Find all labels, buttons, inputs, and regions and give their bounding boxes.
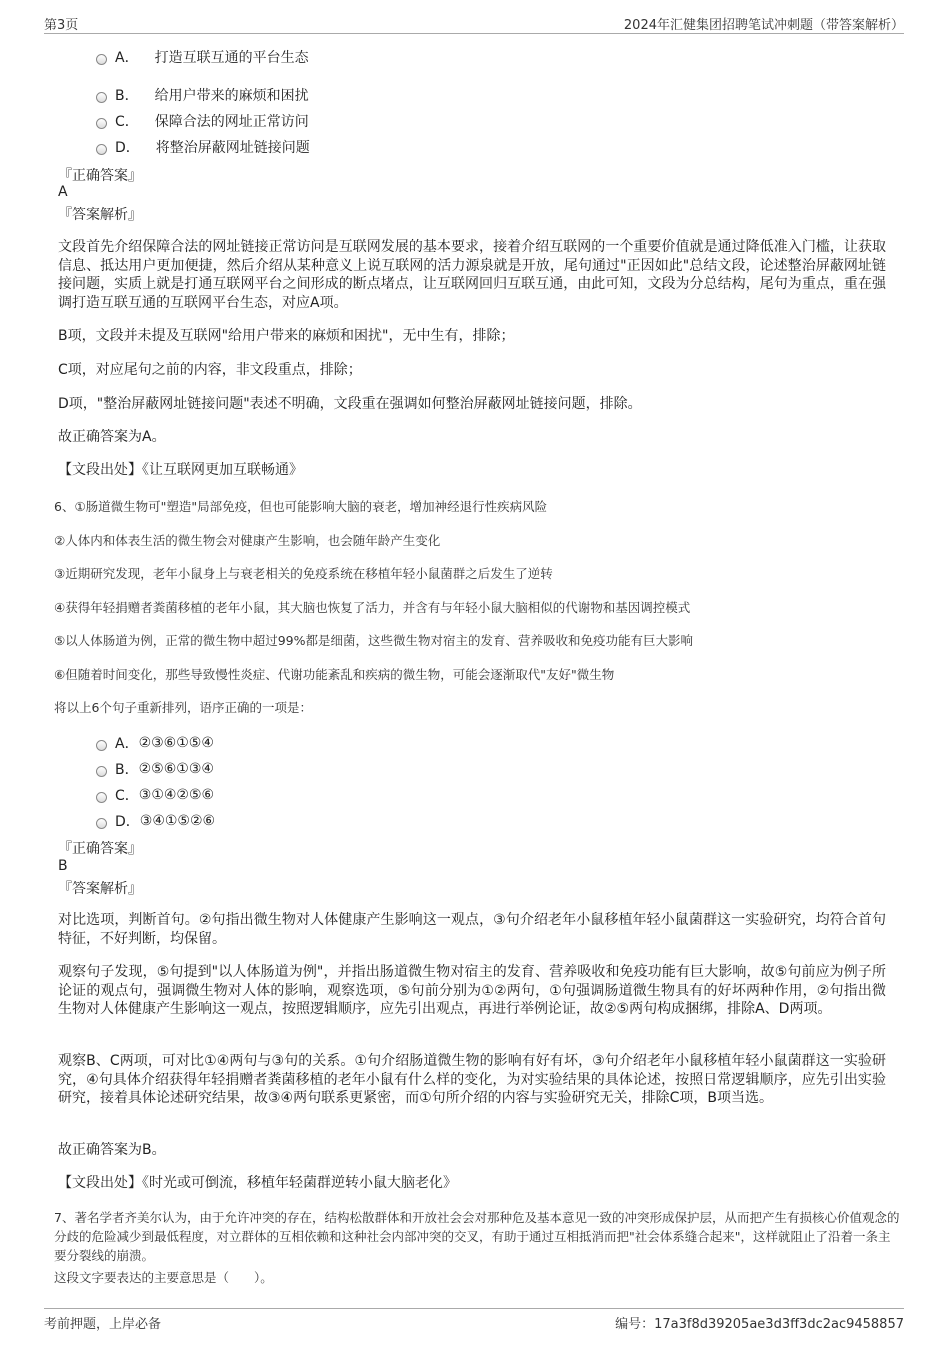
q6-option-a[interactable]: A． ②③⑥①⑤④ [96,733,214,753]
q5-option-b[interactable]: B． 给用户带来的麻烦和困扰 [96,85,309,105]
analysis-label: 『答案解析』 [58,881,142,897]
q6-option-c[interactable]: C． ③①④②⑤⑥ [96,785,214,805]
q6-sentence: ⑥但随着时间变化，那些导致慢性炎症、代谢功能紊乱和疾病的微生物，可能会逐渐取代"友好"微生物 [54,667,615,682]
analysis-paragraph: C项，对应尾句之前的内容，非文段重点，排除； [58,362,362,378]
header-divider [44,33,904,34]
analysis-conclusion: 故正确答案为A。 [58,429,166,445]
analysis-label: 『答案解析』 [58,207,142,223]
analysis-paragraph: 观察句子发现，⑤句提到"以人体肠道为例"，并指出肠道微生物对宿主的发育、营养吸收和免疫功能有巨大影响，故⑤句前应为例子所论证的观点句，强调微生物对人体的影响，观察选项，⑤句前分别为①②两句，①句强调肠道微生物具有的好坏两种作用，②句指出微生物对人体健康产生影响这一观点，按照逻辑顺序，应先引出观点，再进行举例论证，故②⑤两句构成捆绑，排除A、D两项。 [58,964,886,1018]
footer-slogan: 考前押题，上岸必备 [44,1317,162,1332]
radio-icon[interactable] [96,818,107,829]
document-code: 编号：17a3f8d39205ae3d3ff3dc2ac9458857 [615,1317,904,1332]
analysis-paragraph: D项，"整治屏蔽网址链接问题"表述不明确，文段重在强调如何整治屏蔽网址链接问题，排除。 [58,396,642,412]
q5-option-c[interactable]: C． 保障合法的网址正常访问 [96,111,309,131]
footer-divider [44,1308,904,1309]
radio-icon[interactable] [96,54,107,65]
q6-option-b[interactable]: B． ②⑤⑥①③④ [96,759,214,779]
q6-sentence: 6、①肠道微生物可"塑造"局部免疫，但也可能影响大脑的衰老，增加神经退行性疾病风险 [54,499,548,514]
analysis-paragraph: B项，文段并未提及互联网"给用户带来的麻烦和困扰"，无中生有，排除； [58,328,515,344]
document-title: 2024年汇健集团招聘笔试冲刺题（带答案解析） [623,18,904,33]
q6-option-d[interactable]: D． ③④①⑤②⑥ [96,811,215,831]
radio-icon[interactable] [96,144,107,155]
answer-label: 『正确答案』 [58,168,142,184]
source-citation: 【文段出处】《让互联网更加互联畅通》 [58,462,303,478]
radio-icon[interactable] [96,792,107,803]
radio-icon[interactable] [96,740,107,751]
radio-icon[interactable] [96,92,107,103]
q5-option-a[interactable]: A． 打造互联互通的平台生态 [96,47,309,67]
source-citation: 【文段出处】《时光或可倒流，移植年轻菌群逆转小鼠大脑老化》 [58,1175,457,1191]
radio-icon[interactable] [96,766,107,777]
analysis-paragraph: 文段首先介绍保障合法的网址链接正常访问是互联网发展的基本要求，接着介绍互联网的一个重要价值就是通过降低准入门槛，让获取信息、抵达用户更加便捷，然后介绍从某种意义上说互联网的活力源泉就是开放，尾句通过"正因如此"总结文段，论述整治屏蔽网址链接问题，实质上就是打通互联网平台之间形成的断点堵点，让互联网回归互联互通，由此可知，文段为分总结构，尾句为重点，重在强调打造互联互通的互联网平台生态，对应A项。 [58,239,886,312]
page-number: 第3页 [44,18,79,33]
analysis-conclusion: 故正确答案为B。 [58,1142,166,1158]
q7-stem: 7、著名学者齐美尔认为，由于允许冲突的存在，结构松散群体和开放社会会对那种危及基本意见一致的冲突形成保护层，从而把产生有损核心价值观念的分歧的危险减少到最低程度，对立群体的互相依赖和这种社会内部冲突的交叉，有助于通过互相抵消而把"社会体系缝合起来"，这样就阻止了沿着一条主要分裂线的崩溃。 [54,1210,900,1263]
q6-sentence: ⑤以人体肠道为例，正常的微生物中超过99%都是细菌，这些微生物对宿主的发育、营养吸收和免疫功能有巨大影响 [54,633,693,648]
q7-question: 这段文字要表达的主要意思是（ ）。 [54,1270,273,1285]
q5-option-d[interactable]: D． 将整治屏蔽网址链接问题 [96,137,310,157]
q6-question: 将以上6个句子重新排列，语序正确的一项是： [54,700,312,715]
answer-label: 『正确答案』 [58,841,142,857]
answer-value: A [58,184,68,200]
q6-sentence: ③近期研究发现，老年小鼠身上与衰老相关的免疫系统在移植年轻小鼠菌群之后发生了逆转 [54,566,553,581]
answer-value: B [58,858,68,874]
q6-sentence: ④获得年轻捐赠者粪菌移植的老年小鼠，其大脑也恢复了活力，并含有与年轻小鼠大脑相似的代谢物和基因调控模式 [54,600,691,615]
radio-icon[interactable] [96,118,107,129]
analysis-paragraph: 对比选项，判断首句。②句指出微生物对人体健康产生影响这一观点，③句介绍老年小鼠移植年轻小鼠菌群这一实验研究，均符合首句特征，不好判断，均保留。 [58,912,886,947]
analysis-paragraph: 观察B、C两项，可对比①④两句与③句的关系。①句介绍肠道微生物的影响有好有坏，③句介绍老年小鼠移植年轻小鼠菌群这一实验研究，④句具体介绍获得年轻捐赠者粪菌移植的老年小鼠有什么样的变化，为对实验结果的具体论述，按照日常逻辑顺序，应先引出实验研究，接着具体论述研究结果，故③④两句联系更紧密，而①句所介绍的内容与实验研究无关，排除C项，B项当选。 [58,1053,886,1107]
q6-sentence: ②人体内和体表生活的微生物会对健康产生影响，也会随年龄产生变化 [54,533,441,548]
